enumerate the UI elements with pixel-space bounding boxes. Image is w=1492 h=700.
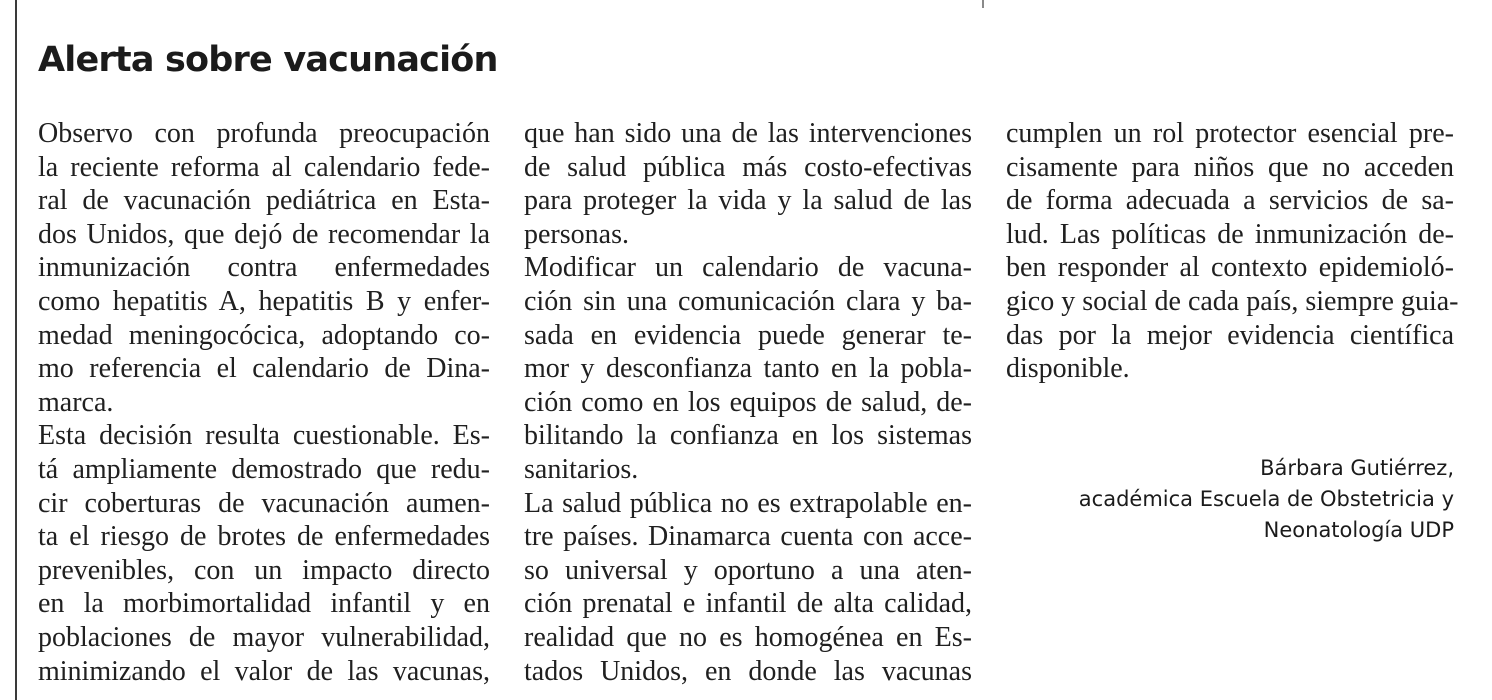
body-line: ta el riesgo de brotes de enfermedades [38, 521, 490, 553]
body-line: como hepatitis A, hepatitis B y enfer- [38, 285, 490, 317]
body-line: de salud pública más costo-efectivas [524, 151, 972, 183]
author-name: Bárbara Gutiérrez, [1260, 456, 1454, 480]
body-line: poblaciones de mayor vulnerabilidad, [38, 621, 490, 653]
body-line: minimizando el valor de las vacunas, [38, 655, 490, 687]
author-role: académica Escuela de Obstetricia y [1078, 487, 1454, 511]
body-line: en la morbimortalidad infantil y en [38, 588, 490, 620]
article-headline: Alerta sobre vacunación [38, 40, 498, 80]
body-line: Esta decisión resulta cuestionable. Es- [38, 420, 490, 452]
body-line: tá ampliamente demostrado que redu- [38, 453, 490, 485]
author-signature [1079, 453, 1454, 546]
text-column-3 [1006, 117, 1459, 386]
body-line: disponible. [1006, 353, 1130, 385]
body-line: sanitarios. [524, 453, 639, 485]
body-line: ral de vacunación pediátrica en Esta- [38, 185, 490, 217]
body-line: mor y desconfianza tanto en la pobla- [524, 353, 972, 385]
body-line: marca. [38, 386, 114, 418]
body-line: de forma adecuada a servicios de sa- [1006, 185, 1454, 217]
text-column-1 [38, 117, 490, 688]
body-line: la reciente reforma al calendario fede- [38, 151, 490, 183]
body-line: personas. [524, 218, 629, 250]
body-line: tados Unidos, en donde las vacunas [524, 655, 972, 687]
body-line: cisamente para niños que no acceden [1006, 151, 1454, 183]
text-column-2 [524, 117, 972, 688]
body-line: Modificar un calendario de vacuna- [524, 252, 972, 284]
body-line: tre países. Dinamarca cuenta con acce- [524, 521, 972, 553]
body-line: mo referencia el calendario de Dina- [38, 353, 490, 385]
body-line: bilitando la confianza en los sistemas [524, 420, 972, 452]
body-line: cumplen un rol protector esencial pre- [1006, 118, 1454, 149]
body-line: sada en evidencia puede generar te- [524, 319, 972, 351]
body-line: ción como en los equipos de salud, de- [524, 386, 972, 418]
author-affiliation: Neonatología UDP [1263, 518, 1454, 542]
body-line: que han sido una de las intervenciones [524, 118, 972, 149]
body-line: inmunización contra enfermedades [38, 252, 490, 284]
body-line: cir coberturas de vacunación aumen- [38, 487, 490, 519]
body-line: medad meningocócica, adoptando co- [38, 319, 490, 351]
left-border-rule [15, 0, 17, 700]
body-line: ben responder al contexto epidemioló- [1006, 252, 1454, 284]
body-line: so universal y oportuno a una aten- [524, 554, 972, 586]
body-line: Observo con profunda preocupación [38, 118, 490, 149]
body-line: realidad que no es homogénea en Es- [524, 621, 972, 653]
body-line: ción sin una comunicación clara y ba- [524, 285, 972, 317]
body-line: La salud pública no es extrapolable en- [524, 487, 972, 519]
body-line: para proteger la vida y la salud de las [524, 185, 972, 217]
body-line: das por la mejor evidencia científica [1006, 319, 1454, 351]
body-line: prevenibles, con un impacto directo [38, 554, 490, 586]
top-edge-mark [982, 0, 984, 8]
body-line: dos Unidos, que dejó de recomendar la [38, 218, 490, 250]
body-line: gico y social de cada país, siempre guia- [1006, 285, 1459, 317]
body-line: ción prenatal e infantil de alta calidad, [524, 588, 972, 620]
body-line: lud. Las políticas de inmunización de- [1006, 218, 1454, 250]
